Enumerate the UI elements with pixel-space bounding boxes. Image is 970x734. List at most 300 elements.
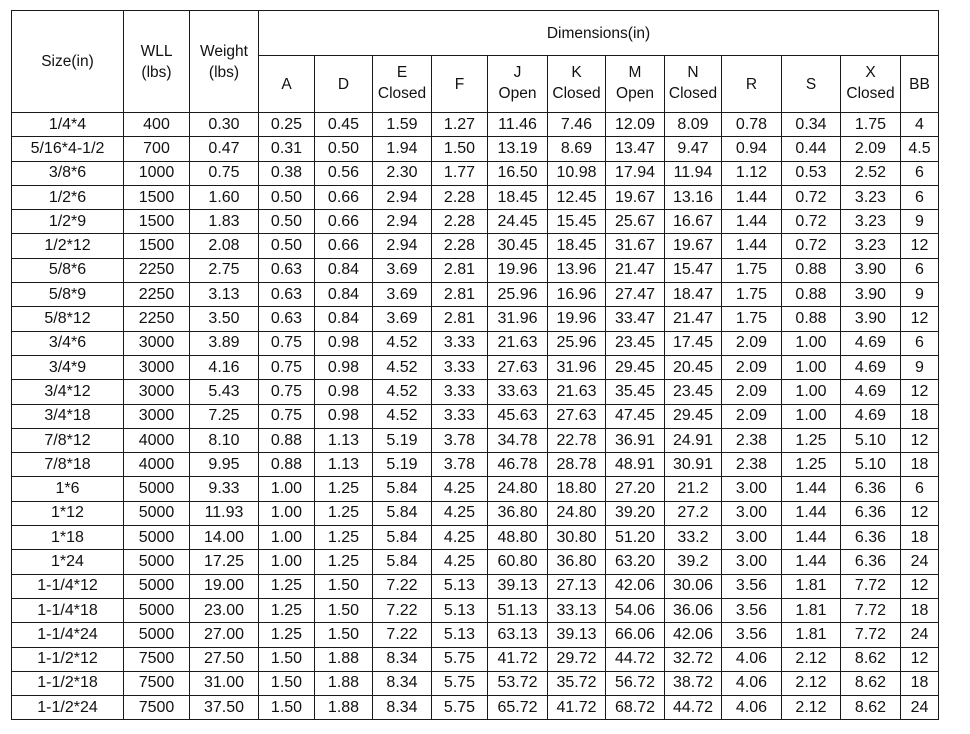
table-cell: 3.69 bbox=[373, 258, 432, 282]
table-cell: 0.88 bbox=[259, 428, 315, 452]
table-cell: 1.44 bbox=[722, 185, 782, 209]
table-cell: 0.63 bbox=[259, 258, 315, 282]
table-cell: 27.13 bbox=[548, 574, 606, 598]
table-cell: 1.81 bbox=[782, 623, 841, 647]
table-cell: 0.44 bbox=[782, 137, 841, 161]
table-cell: 5.75 bbox=[432, 696, 488, 720]
header-dim-letter: A bbox=[281, 75, 292, 93]
header-dim-1 bbox=[315, 56, 373, 113]
table-cell: 1.94 bbox=[373, 137, 432, 161]
table-row bbox=[12, 258, 939, 282]
table-cell: 2250 bbox=[124, 283, 190, 307]
table-cell: 7.22 bbox=[373, 623, 432, 647]
table-cell: 1.00 bbox=[782, 355, 841, 379]
table-row bbox=[12, 598, 939, 622]
table-cell: 1.00 bbox=[782, 331, 841, 355]
table-cell: 18.45 bbox=[548, 234, 606, 258]
table-row bbox=[12, 574, 939, 598]
spec-table-wrapper bbox=[11, 10, 939, 720]
table-cell: 1.44 bbox=[782, 477, 841, 501]
table-cell: 7500 bbox=[124, 671, 190, 695]
table-cell: 2.09 bbox=[722, 355, 782, 379]
table-cell: 10.98 bbox=[548, 161, 606, 185]
table-cell: 5000 bbox=[124, 550, 190, 574]
table-cell: 0.72 bbox=[782, 185, 841, 209]
table-cell: 3/4*18 bbox=[12, 404, 124, 428]
table-cell: 4.5 bbox=[901, 137, 939, 161]
table-cell: 1.50 bbox=[259, 671, 315, 695]
table-cell: 14.00 bbox=[190, 526, 259, 550]
table-cell: 12 bbox=[901, 428, 939, 452]
table-row bbox=[12, 137, 939, 161]
table-cell: 4.52 bbox=[373, 404, 432, 428]
table-cell: 0.75 bbox=[259, 331, 315, 355]
table-cell: 1.50 bbox=[315, 598, 373, 622]
header-dim-10 bbox=[841, 56, 901, 113]
table-cell: 7/8*18 bbox=[12, 453, 124, 477]
table-cell: 4.69 bbox=[841, 404, 901, 428]
table-cell: 2.08 bbox=[190, 234, 259, 258]
table-cell: 3.90 bbox=[841, 283, 901, 307]
table-cell: 27.20 bbox=[606, 477, 665, 501]
table-cell: 7.22 bbox=[373, 598, 432, 622]
table-cell: 1-1/4*18 bbox=[12, 598, 124, 622]
table-cell: 2.09 bbox=[841, 137, 901, 161]
table-cell: 6.36 bbox=[841, 477, 901, 501]
header-dim-0 bbox=[259, 56, 315, 113]
table-cell: 27.47 bbox=[606, 283, 665, 307]
table-cell: 4.25 bbox=[432, 477, 488, 501]
table-cell: 8.34 bbox=[373, 647, 432, 671]
table-cell: 1.44 bbox=[722, 210, 782, 234]
table-cell: 4.69 bbox=[841, 331, 901, 355]
table-cell: 0.66 bbox=[315, 234, 373, 258]
table-cell: 17.25 bbox=[190, 550, 259, 574]
table-cell: 1-1/4*24 bbox=[12, 623, 124, 647]
table-cell: 1500 bbox=[124, 234, 190, 258]
table-cell: 4.06 bbox=[722, 647, 782, 671]
table-cell: 20.45 bbox=[665, 355, 722, 379]
table-cell: 2.09 bbox=[722, 331, 782, 355]
table-cell: 23.45 bbox=[606, 331, 665, 355]
table-cell: 9.33 bbox=[190, 477, 259, 501]
table-cell: 2.81 bbox=[432, 307, 488, 331]
table-cell: 4.69 bbox=[841, 355, 901, 379]
table-row bbox=[12, 307, 939, 331]
table-cell: 1/2*12 bbox=[12, 234, 124, 258]
table-cell: 12 bbox=[901, 234, 939, 258]
table-cell: 12 bbox=[901, 380, 939, 404]
table-cell: 48.80 bbox=[488, 526, 548, 550]
table-cell: 5.19 bbox=[373, 453, 432, 477]
table-cell: 33.47 bbox=[606, 307, 665, 331]
table-cell: 0.45 bbox=[315, 113, 373, 137]
table-row bbox=[12, 671, 939, 695]
table-row bbox=[12, 477, 939, 501]
table-cell: 1.50 bbox=[259, 647, 315, 671]
table-cell: 1.59 bbox=[373, 113, 432, 137]
table-cell: 13.19 bbox=[488, 137, 548, 161]
table-cell: 8.62 bbox=[841, 696, 901, 720]
header-dim-letter: R bbox=[745, 75, 758, 93]
table-cell: 3.69 bbox=[373, 283, 432, 307]
table-cell: 22.78 bbox=[548, 428, 606, 452]
table-cell: 1500 bbox=[124, 210, 190, 234]
table-cell: 0.50 bbox=[315, 137, 373, 161]
table-cell: 0.88 bbox=[259, 453, 315, 477]
table-cell: 1.81 bbox=[782, 574, 841, 598]
table-cell: 18.47 bbox=[665, 283, 722, 307]
table-cell: 35.72 bbox=[548, 671, 606, 695]
table-cell: 1.83 bbox=[190, 210, 259, 234]
header-dim-qualifier: Open bbox=[616, 85, 654, 102]
table-cell: 36.80 bbox=[548, 550, 606, 574]
table-cell: 2.12 bbox=[782, 696, 841, 720]
table-row bbox=[12, 428, 939, 452]
table-cell: 1.25 bbox=[782, 453, 841, 477]
table-row bbox=[12, 113, 939, 137]
table-cell: 63.20 bbox=[606, 550, 665, 574]
header-dim-letter: X bbox=[865, 64, 876, 81]
table-cell: 2.38 bbox=[722, 428, 782, 452]
table-cell: 3/4*9 bbox=[12, 355, 124, 379]
table-cell: 0.84 bbox=[315, 258, 373, 282]
table-row bbox=[12, 161, 939, 185]
table-cell: 3.78 bbox=[432, 428, 488, 452]
table-cell: 6.36 bbox=[841, 526, 901, 550]
table-cell: 0.66 bbox=[315, 185, 373, 209]
table-cell: 2.12 bbox=[782, 671, 841, 695]
table-cell: 1.50 bbox=[259, 696, 315, 720]
table-row bbox=[12, 550, 939, 574]
header-dim-9 bbox=[782, 56, 841, 113]
table-cell: 2.38 bbox=[722, 453, 782, 477]
table-cell: 4.25 bbox=[432, 501, 488, 525]
table-cell: 2.81 bbox=[432, 258, 488, 282]
table-cell: 25.67 bbox=[606, 210, 665, 234]
table-cell: 2.28 bbox=[432, 210, 488, 234]
table-cell: 1-1/4*12 bbox=[12, 574, 124, 598]
table-cell: 4.69 bbox=[841, 380, 901, 404]
table-cell: 0.63 bbox=[259, 307, 315, 331]
table-cell: 1-1/2*12 bbox=[12, 647, 124, 671]
table-cell: 1.50 bbox=[315, 623, 373, 647]
table-cell: 29.45 bbox=[665, 404, 722, 428]
table-cell: 51.20 bbox=[606, 526, 665, 550]
table-cell: 12 bbox=[901, 647, 939, 671]
table-cell: 0.53 bbox=[782, 161, 841, 185]
table-cell: 1.44 bbox=[782, 526, 841, 550]
table-cell: 3000 bbox=[124, 404, 190, 428]
table-cell: 29.45 bbox=[606, 355, 665, 379]
table-cell: 46.78 bbox=[488, 453, 548, 477]
header-dim-letter: M bbox=[628, 64, 642, 81]
table-cell: 42.06 bbox=[606, 574, 665, 598]
table-cell: 1.12 bbox=[722, 161, 782, 185]
header-weight-line1: Weight bbox=[200, 42, 248, 60]
table-cell: 1.00 bbox=[259, 550, 315, 574]
table-cell: 12.45 bbox=[548, 185, 606, 209]
table-cell: 25.96 bbox=[548, 331, 606, 355]
table-cell: 1.60 bbox=[190, 185, 259, 209]
table-cell: 3000 bbox=[124, 331, 190, 355]
table-cell: 23.45 bbox=[665, 380, 722, 404]
table-cell: 2.28 bbox=[432, 185, 488, 209]
table-cell: 0.98 bbox=[315, 380, 373, 404]
table-cell: 8.34 bbox=[373, 696, 432, 720]
header-dim-letter: F bbox=[454, 75, 465, 93]
table-cell: 41.72 bbox=[548, 696, 606, 720]
table-cell: 3.33 bbox=[432, 355, 488, 379]
table-cell: 3.23 bbox=[841, 185, 901, 209]
table-cell: 2.12 bbox=[782, 647, 841, 671]
table-cell: 3.50 bbox=[190, 307, 259, 331]
table-row bbox=[12, 453, 939, 477]
table-cell: 39.20 bbox=[606, 501, 665, 525]
header-dim-letter: D bbox=[337, 75, 350, 93]
table-cell: 18.80 bbox=[548, 477, 606, 501]
header-wll-line1: WLL bbox=[140, 42, 173, 60]
table-cell: 1.88 bbox=[315, 671, 373, 695]
table-cell: 3/4*12 bbox=[12, 380, 124, 404]
table-cell: 32.72 bbox=[665, 647, 722, 671]
table-cell: 68.72 bbox=[606, 696, 665, 720]
header-size: Size(in) bbox=[12, 11, 124, 113]
table-cell: 0.78 bbox=[722, 113, 782, 137]
table-cell: 4 bbox=[901, 113, 939, 137]
table-cell: 5.13 bbox=[432, 623, 488, 647]
table-cell: 3.13 bbox=[190, 283, 259, 307]
table-cell: 1.00 bbox=[259, 501, 315, 525]
header-dim-qualifier: Closed bbox=[668, 85, 718, 102]
table-cell: 2250 bbox=[124, 258, 190, 282]
table-cell: 1.13 bbox=[315, 453, 373, 477]
header-row-top bbox=[12, 11, 939, 56]
table-cell: 33.63 bbox=[488, 380, 548, 404]
table-cell: 2.28 bbox=[432, 234, 488, 258]
table-cell: 11.46 bbox=[488, 113, 548, 137]
table-cell: 18 bbox=[901, 671, 939, 695]
table-cell: 400 bbox=[124, 113, 190, 137]
table-cell: 1.75 bbox=[722, 307, 782, 331]
table-cell: 30.45 bbox=[488, 234, 548, 258]
table-cell: 7.72 bbox=[841, 623, 901, 647]
table-row bbox=[12, 696, 939, 720]
table-cell: 2.81 bbox=[432, 283, 488, 307]
table-cell: 16.96 bbox=[548, 283, 606, 307]
table-cell: 39.13 bbox=[488, 574, 548, 598]
table-cell: 7.25 bbox=[190, 404, 259, 428]
table-cell: 0.72 bbox=[782, 234, 841, 258]
header-dim-letter: E bbox=[396, 64, 408, 81]
table-cell: 1.25 bbox=[315, 501, 373, 525]
table-cell: 5.84 bbox=[373, 477, 432, 501]
header-dimensions: Dimensions(in) bbox=[259, 11, 939, 56]
table-cell: 1.25 bbox=[259, 598, 315, 622]
table-cell: 41.72 bbox=[488, 647, 548, 671]
table-cell: 28.78 bbox=[548, 453, 606, 477]
table-cell: 18.45 bbox=[488, 185, 548, 209]
table-cell: 39.13 bbox=[548, 623, 606, 647]
table-row bbox=[12, 185, 939, 209]
table-cell: 36.80 bbox=[488, 501, 548, 525]
table-cell: 5/8*12 bbox=[12, 307, 124, 331]
table-cell: 1.00 bbox=[782, 380, 841, 404]
table-cell: 4000 bbox=[124, 453, 190, 477]
table-cell: 2.94 bbox=[373, 185, 432, 209]
table-cell: 3.90 bbox=[841, 258, 901, 282]
table-row bbox=[12, 331, 939, 355]
header-dim-qualifier: Open bbox=[498, 85, 537, 102]
table-cell: 1.44 bbox=[722, 234, 782, 258]
table-cell: 3000 bbox=[124, 380, 190, 404]
table-cell: 0.56 bbox=[315, 161, 373, 185]
table-cell: 42.06 bbox=[665, 623, 722, 647]
table-body bbox=[12, 113, 939, 720]
table-row bbox=[12, 623, 939, 647]
table-row bbox=[12, 355, 939, 379]
table-cell: 1*24 bbox=[12, 550, 124, 574]
table-cell: 0.98 bbox=[315, 404, 373, 428]
table-cell: 13.16 bbox=[665, 185, 722, 209]
table-cell: 5.43 bbox=[190, 380, 259, 404]
table-cell: 5.19 bbox=[373, 428, 432, 452]
table-cell: 27.2 bbox=[665, 501, 722, 525]
table-cell: 0.31 bbox=[259, 137, 315, 161]
table-cell: 1*18 bbox=[12, 526, 124, 550]
table-cell: 0.88 bbox=[782, 283, 841, 307]
table-cell: 30.80 bbox=[548, 526, 606, 550]
table-cell: 1/2*9 bbox=[12, 210, 124, 234]
table-cell: 5.75 bbox=[432, 671, 488, 695]
table-cell: 1.44 bbox=[782, 550, 841, 574]
table-cell: 31.96 bbox=[548, 355, 606, 379]
table-cell: 24.91 bbox=[665, 428, 722, 452]
table-cell: 30.06 bbox=[665, 574, 722, 598]
table-cell: 1.00 bbox=[259, 477, 315, 501]
table-cell: 4.52 bbox=[373, 355, 432, 379]
table-cell: 53.72 bbox=[488, 671, 548, 695]
table-cell: 5.13 bbox=[432, 574, 488, 598]
table-cell: 21.63 bbox=[548, 380, 606, 404]
table-cell: 12 bbox=[901, 574, 939, 598]
table-cell: 1.25 bbox=[315, 526, 373, 550]
header-weight bbox=[190, 11, 259, 113]
table-cell: 65.72 bbox=[488, 696, 548, 720]
table-cell: 1.75 bbox=[722, 283, 782, 307]
table-cell: 4.16 bbox=[190, 355, 259, 379]
table-cell: 9 bbox=[901, 355, 939, 379]
table-cell: 48.91 bbox=[606, 453, 665, 477]
table-cell: 5.75 bbox=[432, 647, 488, 671]
table-cell: 33.13 bbox=[548, 598, 606, 622]
table-cell: 37.50 bbox=[190, 696, 259, 720]
table-cell: 27.00 bbox=[190, 623, 259, 647]
table-cell: 5000 bbox=[124, 574, 190, 598]
table-row bbox=[12, 501, 939, 525]
table-cell: 18 bbox=[901, 526, 939, 550]
table-cell: 24 bbox=[901, 696, 939, 720]
table-cell: 7500 bbox=[124, 647, 190, 671]
table-cell: 0.84 bbox=[315, 283, 373, 307]
table-cell: 2.09 bbox=[722, 404, 782, 428]
table-cell: 8.09 bbox=[665, 113, 722, 137]
table-cell: 3.33 bbox=[432, 331, 488, 355]
table-cell: 7500 bbox=[124, 696, 190, 720]
table-cell: 5000 bbox=[124, 526, 190, 550]
table-cell: 1.50 bbox=[315, 574, 373, 598]
table-cell: 9.95 bbox=[190, 453, 259, 477]
table-cell: 1.25 bbox=[315, 550, 373, 574]
table-cell: 0.72 bbox=[782, 210, 841, 234]
table-cell: 3.56 bbox=[722, 598, 782, 622]
table-cell: 1.25 bbox=[259, 623, 315, 647]
table-cell: 8.62 bbox=[841, 671, 901, 695]
table-cell: 1.81 bbox=[782, 598, 841, 622]
table-cell: 9.47 bbox=[665, 137, 722, 161]
table-cell: 8.62 bbox=[841, 647, 901, 671]
table-cell: 5000 bbox=[124, 623, 190, 647]
table-cell: 16.67 bbox=[665, 210, 722, 234]
table-cell: 38.72 bbox=[665, 671, 722, 695]
table-cell: 1.00 bbox=[782, 404, 841, 428]
table-cell: 5.13 bbox=[432, 598, 488, 622]
table-cell: 9 bbox=[901, 283, 939, 307]
table-cell: 34.78 bbox=[488, 428, 548, 452]
table-cell: 47.45 bbox=[606, 404, 665, 428]
table-cell: 16.50 bbox=[488, 161, 548, 185]
header-dim-4 bbox=[488, 56, 548, 113]
header-dim-6 bbox=[606, 56, 665, 113]
table-cell: 0.50 bbox=[259, 234, 315, 258]
table-cell: 7/8*12 bbox=[12, 428, 124, 452]
table-cell: 13.96 bbox=[548, 258, 606, 282]
table-row bbox=[12, 234, 939, 258]
table-cell: 2.09 bbox=[722, 380, 782, 404]
table-cell: 1.00 bbox=[259, 526, 315, 550]
table-cell: 3.33 bbox=[432, 404, 488, 428]
table-cell: 5.84 bbox=[373, 501, 432, 525]
table-cell: 2.52 bbox=[841, 161, 901, 185]
table-cell: 21.2 bbox=[665, 477, 722, 501]
table-cell: 12 bbox=[901, 307, 939, 331]
table-cell: 3/8*6 bbox=[12, 161, 124, 185]
header-dim-letter: N bbox=[687, 64, 699, 81]
table-cell: 1*12 bbox=[12, 501, 124, 525]
table-cell: 4.06 bbox=[722, 671, 782, 695]
header-dim-qualifier: Closed bbox=[846, 85, 895, 102]
table-cell: 4.52 bbox=[373, 380, 432, 404]
table-cell: 0.47 bbox=[190, 137, 259, 161]
table-cell: 24.80 bbox=[488, 477, 548, 501]
header-dim-qualifier: Closed bbox=[377, 85, 427, 102]
table-cell: 6 bbox=[901, 331, 939, 355]
table-cell: 0.75 bbox=[259, 404, 315, 428]
table-cell: 18 bbox=[901, 453, 939, 477]
table-cell: 0.94 bbox=[722, 137, 782, 161]
table-cell: 8.10 bbox=[190, 428, 259, 452]
table-cell: 24 bbox=[901, 550, 939, 574]
table-cell: 54.06 bbox=[606, 598, 665, 622]
table-cell: 1.77 bbox=[432, 161, 488, 185]
table-cell: 1.27 bbox=[432, 113, 488, 137]
table-cell: 6 bbox=[901, 258, 939, 282]
table-cell: 24 bbox=[901, 623, 939, 647]
table-cell: 1.75 bbox=[841, 113, 901, 137]
table-cell: 1-1/2*24 bbox=[12, 696, 124, 720]
table-cell: 1.25 bbox=[782, 428, 841, 452]
table-cell: 11.93 bbox=[190, 501, 259, 525]
